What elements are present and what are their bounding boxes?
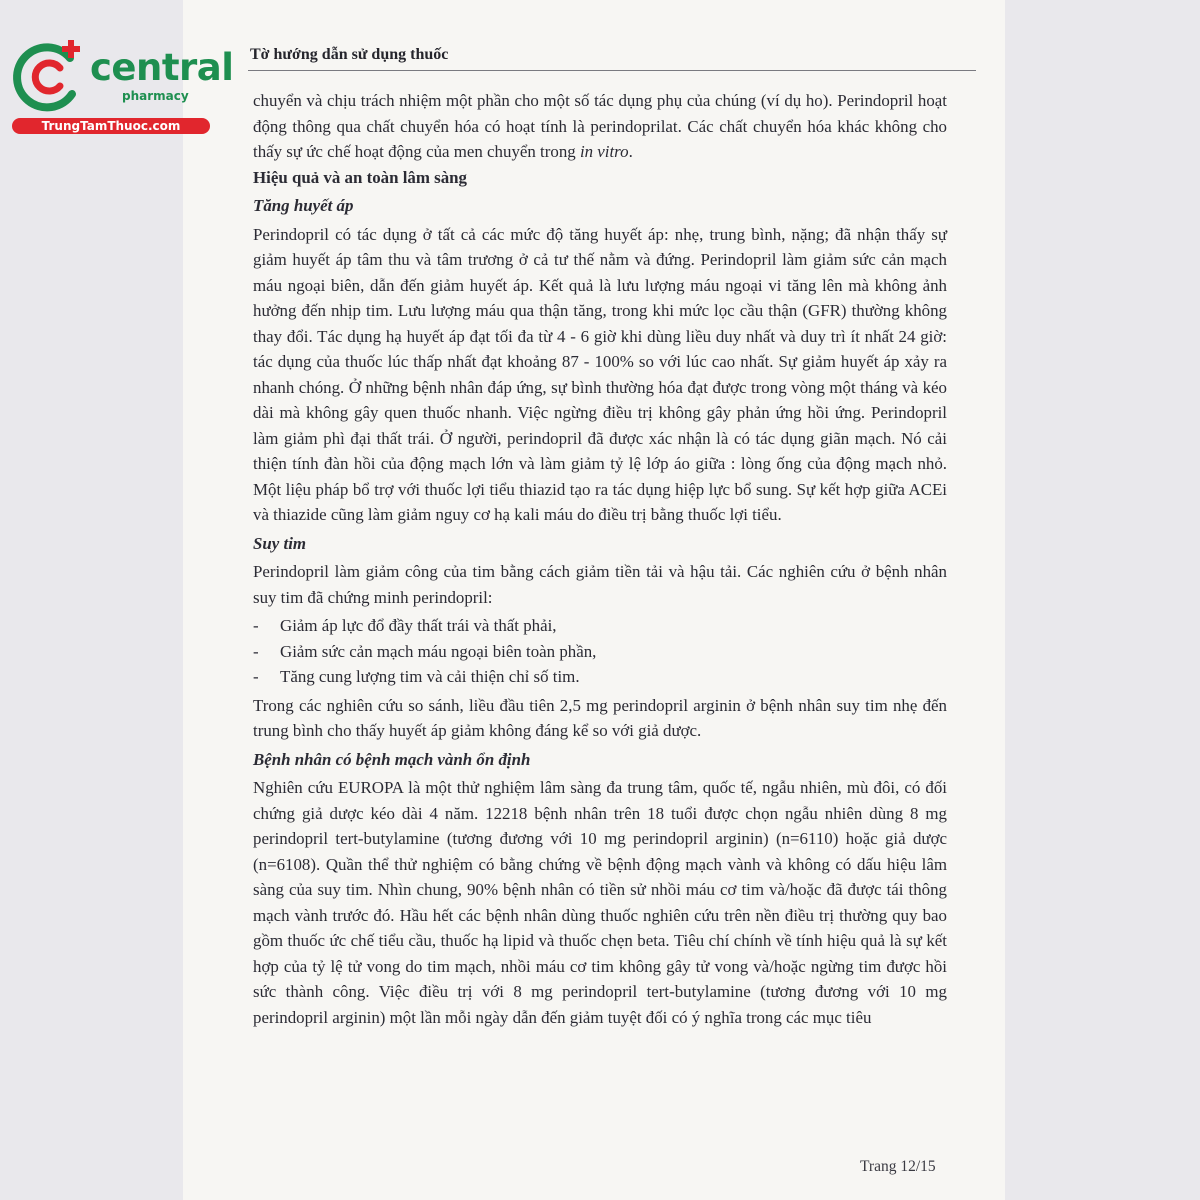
list-item-text: Tăng cung lượng tim và cải thiện chỉ số tim. xyxy=(280,667,580,686)
list-item xyxy=(253,664,947,690)
logo-brand-text: central xyxy=(90,46,234,89)
bullet-dash: - xyxy=(253,616,259,635)
intro-text: chuyển và chịu trách nhiệm một phần cho một số tác dụng phụ của chúng (ví dụ ho). Perindopril hoạt động thông qua chất chuyển hóa có hoạt tính là perindoprilat. Các chất chuyển hóa khác không cho thấy sự ức chế hoạt động của men chuyển trong xyxy=(253,91,947,161)
heart-failure-effects-list xyxy=(253,613,947,690)
list-item xyxy=(253,639,947,665)
intro-italic-term: in vitro xyxy=(579,142,629,161)
logo-sub-text: pharmacy xyxy=(122,89,189,103)
pharmacy-cross-logo-icon xyxy=(10,36,90,116)
heading-heart-failure: Suy tim xyxy=(253,533,307,553)
comparison-paragraph: Trong các nghiên cứu so sánh, liều đầu tiên 2,5 mg perindopril arginin ở bệnh nhân suy tim nhẹ đến trung bình cho thấy huyết áp giảm không đáng kể so với giả dược. xyxy=(253,695,947,740)
page-header-title: Tờ hướng dẫn sử dụng thuốc xyxy=(250,46,449,63)
hypertension-paragraph: Perindopril có tác dụng ở tất cả các mức độ tăng huyết áp: nhẹ, trung bình, nặng; đã nhận thấy sự giảm huyết áp tâm thu và tâm trương ở cả tư thế nằm và đứng. Perindopril làm giảm sức cản mạch máu ngoại biên, dẫn đến giảm huyết áp. Kết quả là lưu lượng máu ngoại vi tăng lên mà không ảnh hưởng đến nhịp tim. Lưu lượng máu qua thận tăng, trong khi mức lọc cầu thận (GFR) thường không thay đổi. Tác dụng hạ huyết áp đạt tối đa từ 4 - 6 giờ khi dùng liều duy nhất và duy trì ít nhất 24 giờ: tác dụng của thuốc lúc thấp nhất đạt khoảng 87 - 100% so với lúc cao nhất. Sự giảm huyết áp xảy ra nhanh chóng. Ở những bệnh nhân đáp ứng, sự bình thường hóa đạt được trong vòng một tháng và kéo dài mà không gây quen thuốc nhanh. Việc ngừng điều trị không gây phản ứng hồi ứng. Perindopril làm giảm phì đại thất trái. Ở người, perindopril đã được xác nhận là có tác dụng giãn mạch. Nó cải thiện tính đàn hồi của động mạch lớn và làm giảm tỷ lệ lớp áo giữa : lòng ống của động mạch nhỏ. Một liệu pháp bổ trợ với thuốc lợi tiểu thiazid tạo ra tác dụng hiệp lực bổ sung. Sự kết hợp giữa ACEi và thiazide cũng làm giảm nguy cơ hạ kali máu do điều trị bằng thuốc lợi tiểu. xyxy=(253,224,947,524)
heading-coronary-disease: Bệnh nhân có bệnh mạch vành ổn định xyxy=(253,749,531,769)
bullet-dash: - xyxy=(253,667,259,686)
intro-paragraph xyxy=(253,88,947,165)
heart-failure-paragraph: Perindopril làm giảm công của tim bằng cách giảm tiền tải và hậu tải. Các nghiên cứu ở bệnh nhân suy tim đã chứng minh perindopril: xyxy=(253,562,947,607)
intro-end: . xyxy=(628,142,633,161)
logo-site-url[interactable]: TrungTamThuoc.com xyxy=(12,118,210,134)
list-item-text: Giảm sức cản mạch máu ngoại biên toàn phần, xyxy=(280,641,597,661)
bullet-dash: - xyxy=(253,641,259,661)
page-number: Trang 12/15 xyxy=(860,1158,936,1175)
central-pharmacy-logo[interactable] xyxy=(10,36,234,136)
header-divider xyxy=(248,70,976,71)
europa-paragraph: Nghiên cứu EUROPA là một thử nghiệm lâm sàng đa trung tâm, quốc tế, ngẫu nhiên, mù đôi, có đối chứng giả dược kéo dài 4 năm. 12218 bệnh nhân trên 18 tuổi được chọn ngẫu nhiên dùng 8 mg perindopril tert-butylamine (tương đương với 10 mg perindopril arginin) (n=6110) hoặc giả dược (n=6108). Quần thể thử nghiệm có bằng chứng về bệnh động mạch vành và không có dấu hiệu lâm sàng của suy tim. Nhìn chung, 90% bệnh nhân có tiền sử nhồi máu cơ tim và/hoặc đã được tái thông mạch vành trước đó. Hầu hết các bệnh nhân dùng thuốc nghiên cứu trên nền điều trị thường quy bao gồm thuốc ức chế tiểu cầu, thuốc hạ lipid và thuốc chẹn beta. Tiêu chí chính về tính hiệu quả là sự kết hợp của tỷ lệ tử vong do tim mạch, nhồi máu cơ tim không gây tử vong và/hoặc ngừng tim được hồi sức thành công. Việc điều trị với 8 mg perindopril tert-butylamine (tương đương với 10 mg perindopril arginin) một lần mỗi ngày dẫn đến giảm tuyệt đối có ý nghĩa trong các mục tiêu xyxy=(253,778,947,1027)
list-item xyxy=(253,613,947,639)
heading-clinical-efficacy: Hiệu quả và an toàn lâm sàng xyxy=(253,167,467,187)
heading-hypertension: Tăng huyết áp xyxy=(253,196,354,215)
document-body xyxy=(253,88,947,1030)
list-item-text: Giảm áp lực đổ đầy thất trái và thất phải, xyxy=(280,616,557,635)
